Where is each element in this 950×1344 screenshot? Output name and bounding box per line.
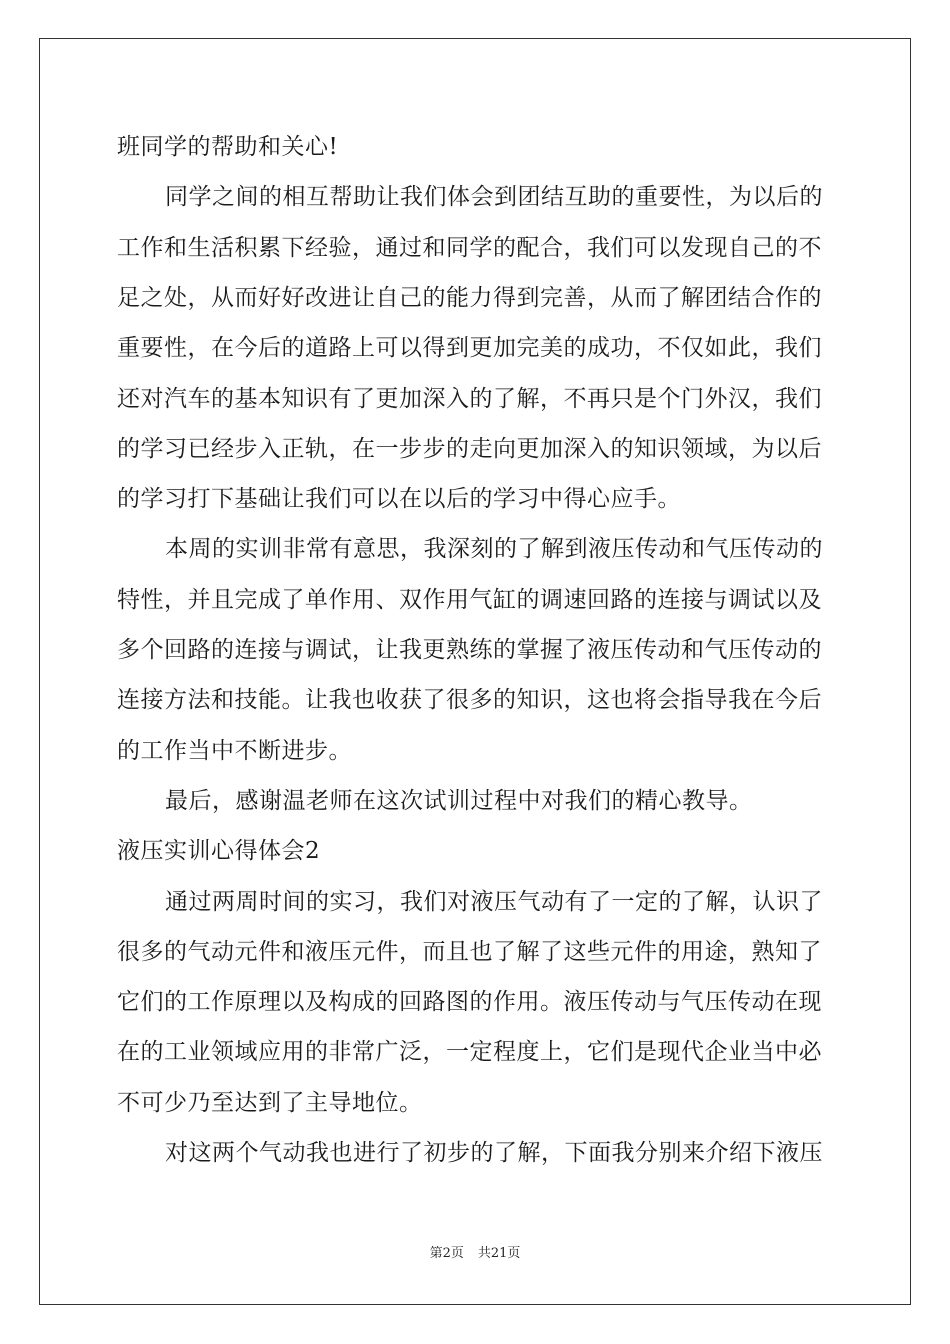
text-line: 本周的实训非常有意思，我深刻的了解到液压传动和气压传动的 — [165, 536, 823, 563]
page-number: 第2页 — [429, 1246, 464, 1261]
text-line: 的学习已经步入正轨，在一步步的走向更加深入的知识领域，为以后 — [117, 435, 822, 462]
text-line: 重要性，在今后的道路上可以得到更加完美的成功，不仅如此，我们 — [117, 335, 822, 362]
text-line: 的工作当中不断进步。 — [117, 737, 352, 764]
text-line: 工作和生活积累下经验，通过和同学的配合，我们可以发现自己的不 — [117, 234, 822, 261]
text-line: 不可少乃至达到了主导地位。 — [117, 1089, 423, 1116]
page-footer — [0, 1244, 950, 1264]
text-line: 多个回路的连接与调试，让我更熟练的掌握了液压传动和气压传动的 — [117, 637, 822, 663]
section-heading: 液压实训心得体会2 — [117, 838, 321, 865]
text-line: 很多的气动元件和液压元件，而且也了解了这些元件的用途，熟知了 — [117, 938, 822, 965]
text-line: 特性，并且完成了单作用、双作用气缸的调速回路的连接与调试以及 — [117, 586, 822, 613]
text-line: 连接方法和技能。让我也收获了很多的知识，这也将会指导我在今后 — [117, 687, 822, 714]
text-line: 它们的工作原理以及构成的回路图的作用。液压传动与气压传动在现 — [117, 989, 822, 1016]
text-line: 班同学的帮助和关心! — [117, 134, 339, 160]
text-line: 通过两周时间的实习，我们对液压气动有了一定的了解，认识了 — [165, 888, 823, 915]
text-line: 足之处，从而好好改进让自己的能力得到完善，从而了解团结合作的 — [117, 284, 822, 311]
text-line: 对这两个气动我也进行了初步的了解，下面我分别来介绍下液压 — [165, 1140, 823, 1166]
text-line: 还对汽车的基本知识有了更加深入的了解，不再只是个门外汉，我们 — [117, 385, 822, 412]
text-line: 同学之间的相互帮助让我们体会到团结互助的重要性，为以后的 — [165, 184, 823, 211]
text-line: 的学习打下基础让我们可以在以后的学习中得心应手。 — [117, 486, 681, 513]
text-line: 最后，感谢温老师在这次试训过程中对我们的精心教导。 — [165, 787, 753, 814]
text-line: 在的工业领域应用的非常广泛，一定程度上，它们是现代企业当中必 — [117, 1039, 822, 1066]
page-total: 共21页 — [477, 1246, 521, 1261]
